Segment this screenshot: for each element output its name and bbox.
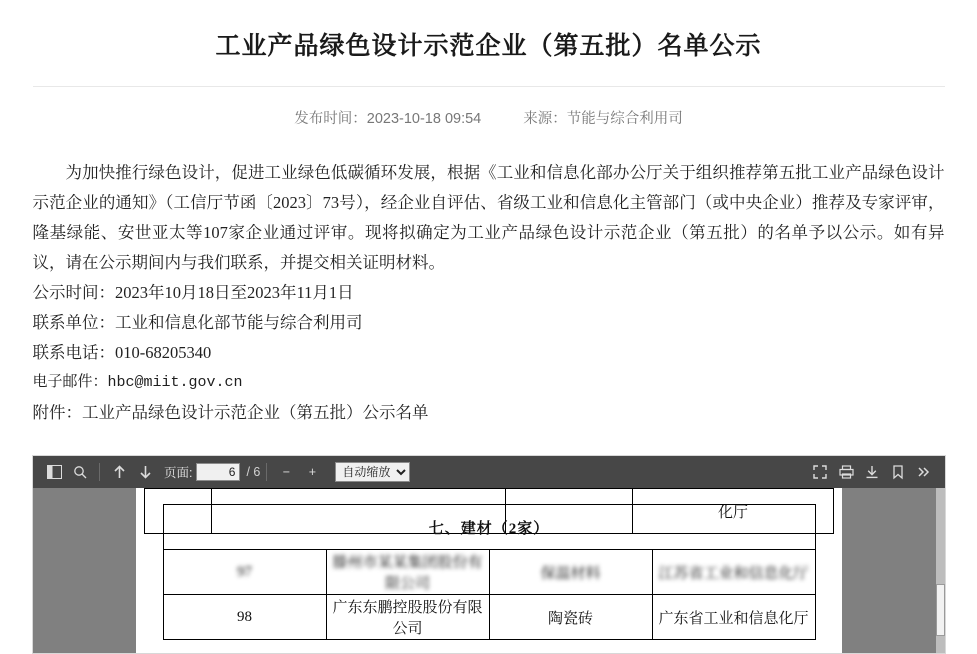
pdf-page xyxy=(136,488,842,653)
pdf-canvas[interactable] xyxy=(33,488,945,653)
table-cell-dept: 广东省工业和信息化厅 xyxy=(652,595,815,640)
article-paragraph: 为加快推行绿色设计，促进工业绿色低碳循环发展，根据《工业和信息化部办公厅关于组织推荐第五批工业产品绿色设计示范企业的通知》（工信厅节函〔2023〕73号），经企业自评估、省级工业和信息化主管部门（或中央企业）推荐及专家评审，隆基绿能、安世亚太等107家企业通过评审。现将拟确定为工业产品绿色设计示范企业（第五批）的名单予以公示。如有异议，请在公示期间内与我们联系，并提交相关证明材料。 xyxy=(32,163,945,272)
bookmark-icon[interactable] xyxy=(885,460,911,484)
table-cell-dept: 江苏省工业和信息化厅 xyxy=(652,550,815,595)
arrow-down-icon[interactable] xyxy=(132,460,158,484)
page-title: 工业产品绿色设计示范企业（第五批）名单公示 xyxy=(215,33,762,60)
clipped-row xyxy=(136,488,842,521)
download-icon[interactable] xyxy=(859,460,885,484)
zoom-out-button[interactable]: − xyxy=(282,465,291,479)
publish-time-label: 发布时间： xyxy=(294,111,367,127)
source-value: 节能与综合利用司 xyxy=(566,111,683,127)
table-cell-product: 陶瓷砖 xyxy=(489,595,652,640)
publish-time xyxy=(294,107,481,128)
table-cell-num: 98 xyxy=(163,595,326,640)
toolbar-separator-2 xyxy=(266,463,267,481)
table-section-title: 七、建材（2家） xyxy=(163,505,815,550)
zoom-in-button[interactable]: + xyxy=(308,465,317,479)
table-cell-name: 广东东鹏控股股份有限公司 xyxy=(326,595,489,640)
attachment-line: 附件：工业产品绿色设计示范企业（第五批）公示名单 xyxy=(32,403,429,422)
print-icon[interactable] xyxy=(833,460,859,484)
table-cell-dept: 化厅 xyxy=(633,489,834,534)
notice-period-line: 公示时间：2023年10月18日至2023年11月1日 xyxy=(32,283,354,302)
article-body xyxy=(33,158,945,428)
pdf-viewer xyxy=(32,455,946,654)
search-icon[interactable] xyxy=(67,460,93,484)
page-number-label: 页面: xyxy=(164,466,193,480)
zoom-select[interactable] xyxy=(335,462,410,482)
double-chevron-right-icon[interactable] xyxy=(911,460,937,484)
publish-time-value: 2023-10-18 09:54 xyxy=(366,111,482,127)
source xyxy=(523,107,683,128)
fullscreen-icon[interactable] xyxy=(807,460,833,484)
arrow-up-icon[interactable] xyxy=(106,460,132,484)
toolbar-separator xyxy=(99,463,100,481)
source-label: 来源： xyxy=(523,111,567,127)
pdf-scrollbar-track[interactable] xyxy=(936,488,945,653)
article-meta xyxy=(0,107,977,128)
pdf-table xyxy=(163,504,816,640)
pdf-scrollbar-thumb[interactable] xyxy=(936,584,945,636)
pdf-toolbar xyxy=(33,456,945,488)
contact-unit-line: 联系单位：工业和信息化部节能与综合利用司 xyxy=(32,313,363,332)
table-cell-name: 滕州市某某集团股份有限公司 xyxy=(326,550,489,595)
title-divider xyxy=(33,86,945,87)
table-cell-num: 97 xyxy=(163,550,326,595)
table-cell-product: 保温材料 xyxy=(489,550,652,595)
page-count-label: / 6 xyxy=(246,465,261,479)
contact-email-line: 电子邮件：hbc@miit.gov.cn xyxy=(32,374,243,391)
page-number-input[interactable] xyxy=(196,463,240,481)
table-row xyxy=(163,550,815,595)
table-row xyxy=(163,595,815,640)
sidebar-toggle-icon[interactable] xyxy=(41,460,67,484)
contact-phone-line: 联系电话：010-68205340 xyxy=(32,343,212,362)
